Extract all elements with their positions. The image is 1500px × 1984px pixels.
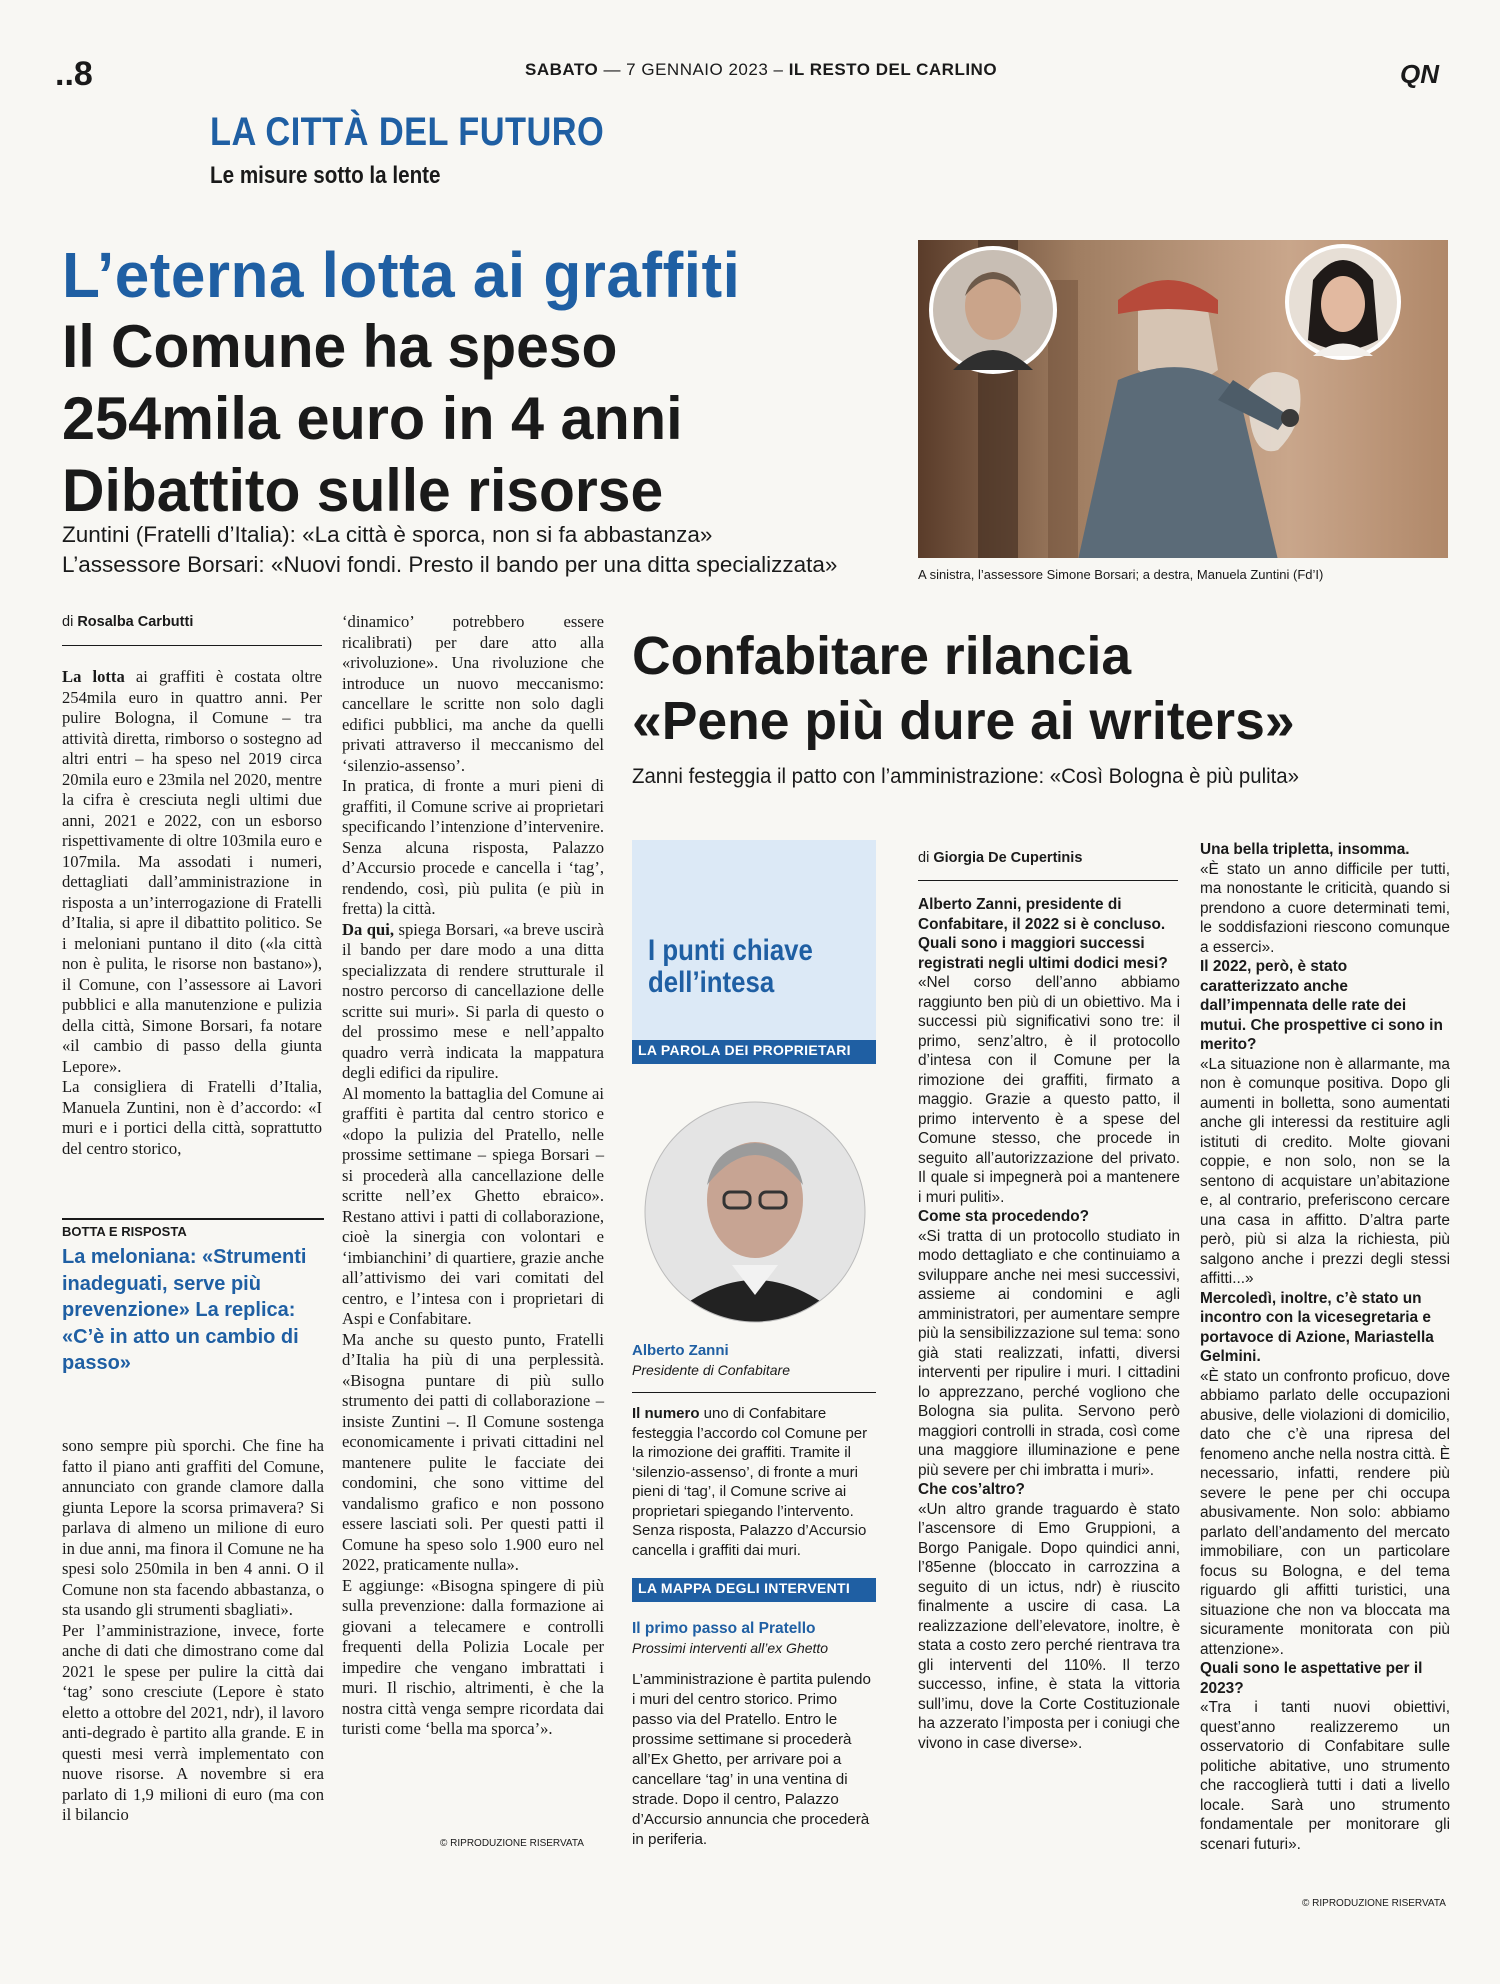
paragraph: sono sempre più sporchi. Che fine ha fatto il piano anti graffiti del Comune, annunciato con grande clamore dalla giunta Lepore la scorsa primavera? Si parlava di almeno un milione di euro in due anni, ma finora il Comune ne ha spesi solo 250mila in ben 4 anni. O il Comune non sta facendo abbastanza, o sta usando gli strumenti sbagliati». bbox=[62, 1436, 324, 1619]
interviewee-role: Presidente di Confabitare bbox=[632, 1362, 790, 1378]
divider bbox=[62, 1218, 324, 1220]
interview-question: Alberto Zanni, presidente di Confabitare, il 2022 si è concluso. Quali sono i maggiori successi registrati negli ultimi dodici mesi? bbox=[918, 896, 1168, 972]
box-subhead-2: Prossimi interventi all’ex Ghetto bbox=[632, 1640, 829, 1656]
interview-column-1 bbox=[918, 895, 1180, 1753]
box-text-body: uno di Confabitare festeggia l’accordo col Comune per la rimozione dei graffiti. Tramite il ‘silenzio-assenso’, di fronte a muri pieni di ‘tag’, il Comune scrive ai proprietari spiegando l’intervento. Senza risposta, Palazzo d’Accursio cancella i graffiti dai muri. bbox=[632, 1405, 868, 1559]
dateline-day: SABATO bbox=[525, 60, 599, 79]
paragraph: E aggiunge: «Bisogna spingere di più sulla prevenzione: dalla formazione ai giovani a telecamere e controlli frequenti della Polizia Locale per impedire che vengano imbrattati i muri. Il rischio, altrimenti, è che la nostra città venga sempre ricordata dai turisti come ‘bella ma sporca’». bbox=[342, 1575, 604, 1738]
deck2: Zanni festeggia il patto con l’amministrazione: «Così Bologna è più pulita» bbox=[632, 765, 1299, 788]
interview-answer: «Un altro grande traguardo è stato l’ascensore di Emo Gruppioni, a Borgo Panigale. Dopo quindici anni, l’85enne (bloccato in carrozzina a seguito di un ictus, ndr) è riuscito finalmente a uscire di casa. La realizzazione dell’elevatore, inoltre, è stata a costo zero perché rientrava tra gli interventi del 110%. Il terzo successo, infine, è stata la vittoria sull’imu, dove la Corte Costituzionale ha azzerato l’imposta per i coniugi che vivono in case diverse». bbox=[918, 1500, 1180, 1752]
paragraph: Per l’amministrazione, invece, forte anche di dati che dimostrano come dal 2021 le spese per pulire la città dai ‘tag’ sono cresciute (Lepore è stato eletto a ottobre del 2021, ndr), il lavoro anti-degrado è partito alla grande. E in questi mesi verrà implementato con nuove risorse. A novembre si era parlato di 1,9 milioni di euro (ma con il bilancio bbox=[62, 1620, 324, 1824]
interview-question: Come sta procedendo? bbox=[918, 1208, 1090, 1225]
deck-line-2: L’assessore Borsari: «Nuovi fondi. Presto il bando per una ditta specializzata» bbox=[62, 552, 838, 577]
byline-author: Giorgia De Cupertinis bbox=[933, 850, 1083, 866]
headline-line-4: Dibattito sulle risorse bbox=[62, 457, 664, 524]
lead-in: Da qui, bbox=[342, 919, 394, 939]
lead-in: La lotta bbox=[62, 667, 125, 686]
sidebar-kicker: BOTTA E RISPOSTA bbox=[62, 1224, 187, 1239]
article-column-1 bbox=[62, 667, 322, 1159]
box-text bbox=[632, 1404, 876, 1560]
section-subtitle: Le misure sotto la lente bbox=[210, 162, 441, 189]
qn-logo bbox=[1398, 58, 1450, 88]
qn-logo-text: QN bbox=[1400, 59, 1439, 88]
section-bar: LA PAROLA DEI PROPRIETARI bbox=[632, 1040, 876, 1064]
paragraph: La consigliera di Fratelli d’Italia, Manuela Zuntini, non è d’accordo: «I muri e i portici della città, soprattutto del centro storico, bbox=[62, 1077, 322, 1158]
deck-line-1: Zuntini (Fratelli d’Italia): «La città è sporca, non si fa abbastanza» bbox=[62, 522, 713, 547]
key-points-title bbox=[648, 935, 813, 999]
interview-column-2 bbox=[1200, 840, 1450, 1854]
interview-question: Che cos’altro? bbox=[918, 1481, 1025, 1498]
article-column-2 bbox=[342, 612, 604, 1740]
copyright-notice: © RIPRODUZIONE RISERVATA bbox=[440, 1838, 584, 1849]
headline-line-1: L’eterna lotta ai graffiti bbox=[62, 239, 741, 311]
headline2-line-1: Confabitare rilancia bbox=[632, 626, 1132, 686]
key-points-title-line-2: dell’intesa bbox=[648, 966, 775, 999]
headline-line-2: Il Comune ha speso bbox=[62, 313, 618, 380]
dateline-paper: IL RESTO DEL CARLINO bbox=[788, 60, 998, 79]
copyright-notice: © RIPRODUZIONE RISERVATA bbox=[1302, 1898, 1446, 1909]
headline2-line-2: «Pene più dure ai writers» bbox=[632, 691, 1295, 751]
interview-answer: «Si tratta di un protocollo studiato in modo dettagliato e che continuiamo a sviluppare anche nei mesi successivi, assieme ai condomini e agli amministratori, per aumentare sempre più la sensibilizzazione sul tema: sono già stati realizzati, infatti, diversi interventi per ripulire i muri. I cittadini lo apprezzano, perché vogliono che Bologna sia pulita. Servono però maggiori controlli in strada, così come una maggiore illuminazione e pene più severe per chi imbratta i muri». bbox=[918, 1227, 1180, 1479]
byline-author: Rosalba Carbutti bbox=[77, 614, 194, 630]
byline-2 bbox=[918, 850, 1082, 866]
section-title: LA CITTÀ DEL FUTURO bbox=[210, 110, 605, 154]
page-number: ..8 bbox=[55, 55, 93, 93]
headline-line-3: 254mila euro in 4 anni bbox=[62, 385, 683, 452]
box-text: L’amministrazione è partita pulendo i muri del centro storico. Primo passo via del Pratello. Entro le prossime settimane si procederà all’Ex Ghetto, per arrivare poi a cancellare ‘tag’ in una ventina di strade. Dopo il centro, Palazzo d’Accursio annuncia che procederà in periferia. bbox=[632, 1671, 871, 1848]
interview-question: Il 2022, però, è stato caratterizzato anche dall’impennata delle rate dei mutui. Che prospettive ci sono in merito? bbox=[1200, 958, 1443, 1053]
paragraph: In pratica, di fronte a muri pieni di graffiti, il Comune scrive ai proprietari specificando l’intenzione d’intervenire. Senza alcuna risposta, Palazzo d’Accursio procede e cancella i ‘tag’, rendendo, così, più pulita (e più in fretta) la città. bbox=[342, 776, 604, 918]
interviewee-name: Alberto Zanni bbox=[632, 1342, 729, 1359]
sidebar-title: La meloniana: «Strumenti inadeguati, serve più prevenzione» La replica: «C’è in atto un cambio di passo» bbox=[62, 1246, 307, 1374]
divider bbox=[632, 1392, 876, 1393]
byline-divider bbox=[918, 880, 1178, 881]
paragraph: Al momento la battaglia del Comune ai graffiti è partita dal centro storico e «dopo la pulizia del Pratello, nelle prossime settimane – spiega Borsari – si procederà alla cancellazione delle scritte nell’ex Ghetto ebraico». Restano attivi i patti di collaborazione, cioè la sinergia con volontari e ‘imbianchini’ di quartiere, grazie anche all’attivismo dei vari comitati del centro, e l’intesa con i proprietari di Aspi e Confabitare. bbox=[342, 1083, 604, 1328]
portrait-photo bbox=[640, 1100, 870, 1325]
interview-answer: «La situazione non è allarmante, ma non è comunque positiva. Dopo gli aumenti in bolletta, sono aumentati anche gli interessi da restituire agli istituti di credito. Molte giovani coppie, e non solo, non se la sentono di acquistare un’abitazione e, al contrario, preferiscono cercare una casa in affitto. D’altra parte però, più si alza la richiesta, più salgono anche i prezzi degli stessi affitti...» bbox=[1200, 1055, 1450, 1287]
key-points-title-line-1: I punti chiave bbox=[648, 934, 813, 967]
interview-answer: «È stato un anno difficile per tutti, ma nonostante le criticità, quando si prendono a cuore determinati temi, le soddisfazioni riescono comunque a esserci». bbox=[1200, 860, 1450, 956]
section-bar: LA MAPPA DEGLI INTERVENTI bbox=[632, 1578, 876, 1602]
paragraph: ‘dinamico’ potrebbero essere ricalibrati) per dare atto alla «rivoluzione». Una rivoluzione che introduce un nuovo meccanismo: cancellare le scritte non solo dagli edifici pubblici, ma anche da quelli privati attraverso il meccanismo del ‘silenzio-assenso’. bbox=[342, 612, 604, 775]
dateline-date: 7 GENNAIO 2023 bbox=[626, 60, 769, 79]
interview-answer: «Tra i tanti nuovi obiettivi, quest’anno realizzeremo un osservatorio di Confabitare sulle politiche abitative, uno strumento che raccoglierà tutti i dati a livello locale. Sarà uno strumento fondamentale per monitorare gli scenari futuri». bbox=[1200, 1699, 1450, 1853]
byline-divider bbox=[62, 645, 322, 646]
byline-prefix: di bbox=[918, 850, 930, 866]
lead-in: Il numero bbox=[632, 1405, 700, 1422]
paragraph: Ma anche su questo punto, Fratelli d’Italia ha più di una perplessità. «Bisogna puntare di più sullo strumento dei patti di collaborazione – insiste Zuntini –. Il Comune sostenga economicamente i privati cittadini nel mantenere pulite le facciate dei condomini, che sono vittime del vandalismo grafico e non possono essere lasciati soli. Per questi patti il Comune ha speso solo 1.900 euro nel 2022, praticamente nulla». bbox=[342, 1329, 604, 1574]
dateline: SABATO — 7 GENNAIO 2023 – IL RESTO DEL CARLINO bbox=[525, 60, 998, 79]
byline bbox=[62, 614, 193, 630]
byline-prefix: di bbox=[62, 614, 74, 630]
interview-question: Quali sono le aspettative per il 2023? bbox=[1200, 1660, 1423, 1697]
box-subhead: Il primo passo al Pratello bbox=[632, 1620, 816, 1637]
news-photo bbox=[918, 240, 1448, 558]
paragraph: spiega Borsari, «a breve uscirà il bando per dare modo a una ditta specializzata di rendere strutturale il nostro percorso di cancellazione delle scritte sui muri». Si parla di questo o del prossimo mese e nell’appalto quadro verrà indicata la mappatura degli edifici da ripulire. bbox=[342, 919, 604, 1082]
interview-answer: «È stato un confronto proficuo, dove abbiamo parlato delle occupazioni abusive, delle violazioni di domicilio, dato che c’è una ripresa del fenomeno anche nella nostra città. È necessario, infatti, rendere più severe le pene per chi occupa abusivamente. Non solo: abbiamo parlato dell’andamento del mercato immobiliare, con un particolare focus su Bologna, e del tema riguardo gli affitti turistici, una situazione che non va bloccata ma sicuramente monitorata con più attenzione». bbox=[1200, 1367, 1450, 1658]
photo-caption: A sinistra, l’assessore Simone Borsari; a destra, Manuela Zuntini (Fd’I) bbox=[918, 567, 1324, 582]
interview-question: Una bella tripletta, insomma. bbox=[1200, 841, 1410, 858]
interview-question: Mercoledì, inoltre, c’è stato un incontro con la vicesegretaria e portavoce di Azione, Mariastella Gelmini. bbox=[1200, 1289, 1434, 1365]
interview-answer: «Nel corso dell’anno abbiamo raggiunto ben più di un obiettivo. Ma i successi più significativi sono tre: il primo, senz’altro, è il protocollo d’intesa con il Comune per la rimozione dei graffiti, firmato a maggio. Grazie a questo patto, il primo intervento è a spese del Comune stesso, che procede in seguito all’autorizzazione del privato. Il quale si impegnerà poi a mantenere i muri puliti». bbox=[918, 974, 1180, 1206]
paragraph: ai graffiti è costata oltre 254mila euro in quattro anni. Per pulire Bologna, il Comune – tra attività diretta, rimborso o sostegno ad altri entri – ha speso nel 2019 circa 20mila euro e 23mila nel 2020, mentre la cifra è cresciuta negli ultimi due anni, 2021 e 2022, con un esborso rispettivamente di oltre 103mila euro e 107mila. Ma assodati i numeri, dettagliati dall’amministrazione in risposta a un’interrogazione di Fratelli d’Italia, si apre il dibattito politico. Se i meloniani puntano il dito («la città non è pulita, le risorse non bastano»), il Comune, con l’assessore ai Lavori pubblici e alla manutenzione e pulizia della città, Simone Borsari, fa notare «il cambio di passo della giunta Lepore». bbox=[62, 667, 322, 1076]
article-column-1-continued bbox=[62, 1436, 324, 1826]
